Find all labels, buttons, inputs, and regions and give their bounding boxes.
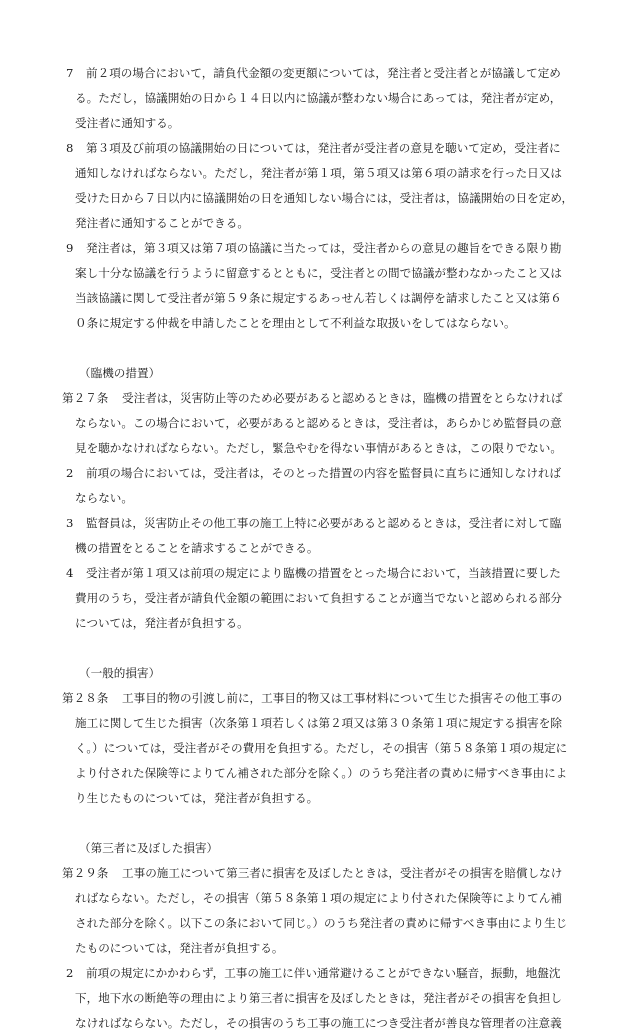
text-line: り生じたものについては，発注者が負担する。	[75, 791, 319, 805]
clause-number: 2	[66, 466, 74, 480]
text-line: たものについては，発注者が負担する。	[75, 941, 284, 955]
article-body	[0, 686, 630, 811]
clause-number: 第２９条	[62, 866, 109, 880]
clause-number: 4	[66, 566, 74, 580]
clause-item	[0, 511, 630, 561]
clause-item	[0, 236, 630, 336]
article-27-heading: （臨機の措置）	[79, 366, 161, 380]
text-line: 機の措置をとることを請求することができる。	[75, 541, 319, 555]
clause-item	[0, 961, 630, 1036]
clause-number: 3	[66, 516, 74, 530]
clause-item	[0, 136, 630, 236]
text-line: 前項の場合においては，受注者は，そのとった措置の内容を監督員に直ちに通知しなければ	[86, 466, 562, 480]
text-line: ればならない。ただし，その損害（第５８条第１項の規定により付された保険等によりてん補	[75, 891, 562, 905]
text-line: より付された保険等によりてん補された部分を除く。）のうち発注者の責めに帰すべき事由によ	[75, 766, 568, 780]
text-line: 受注者が第１項又は前項の規定により臨機の措置をとった場合において，当該措置に要した	[86, 566, 561, 580]
text-line: 前２項の場合において，請負代金額の変更額については，発注者と受注者とが協議して定め	[86, 66, 561, 80]
text-line: る。ただし，協議開始の日から１４日以内に協議が整わない場合にあっては，発注者が定め，	[75, 91, 562, 105]
text-line: 見を聴かなければならない。ただし，緊急やむを得ない事情があるときは，この限りでない。	[75, 441, 562, 455]
article-body	[0, 861, 630, 961]
clause-item	[0, 461, 630, 511]
article-27	[0, 386, 630, 636]
clause-number: 9	[66, 241, 74, 255]
article-29-heading: （第三者に及ぼした損害）	[79, 841, 219, 855]
article-28-heading: （一般的損害）	[79, 666, 161, 680]
clause-number: 第２７条	[62, 391, 109, 405]
text-line: 発注者は，第３項又は第７項の協議に当たっては，受注者からの意見の趣旨をできる限り勘	[86, 241, 562, 255]
text-line: ならない。この場合において，必要があると認めるときは，受注者は，あらかじめ監督員の意	[75, 416, 562, 430]
text-line: ならない。	[75, 491, 133, 505]
text-line: 監督員は，災害防止その他工事の施工上特に必要があると認めるときは，受注者に対して臨	[86, 516, 562, 530]
text-line: された部分を除く。以下この条において同じ。）のうち発注者の責めに帰すべき事由により生じ	[75, 916, 568, 930]
text-line: 受注者は，災害防止等のため必要があると認めるときは，臨機の措置をとらなければ	[122, 391, 563, 405]
article-body	[0, 386, 630, 461]
text-line: 第３項及び前項の協議開始の日については，発注者が受注者の意見を聴いて定め，受注者に	[86, 141, 561, 155]
article-28	[0, 686, 630, 811]
text-line: ０条に規定する仲裁を申請したことを理由として不利益な取扱いをしてはならない。	[75, 316, 516, 330]
clause-item	[0, 561, 630, 636]
text-line: 受注者に通知する。	[75, 116, 180, 130]
text-line: なければならない。ただし，その損害のうち工事の施工につき受注者が善良な管理者の注意義	[75, 1016, 562, 1030]
text-line: 受けた日から７日以内に協議開始の日を通知しない場合には，受注者は，協議開始の日を定め，	[75, 191, 574, 205]
text-line: 工事の施工について第三者に損害を及ぼしたときは，受注者がその損害を賠償しなけ	[122, 866, 563, 880]
text-line: 工事目的物の引渡し前に，工事目的物又は工事材料について生じた損害その他工事の	[122, 691, 563, 705]
text-line: 案し十分な協議を行うように留意するとともに，受注者との間で協議が整わなかったこと又は	[75, 266, 562, 280]
clause-items-7-9	[0, 61, 630, 336]
text-line: 費用のうち，受注者が請負代金額の範囲において負担することが適当でないと認められる部分	[75, 591, 562, 605]
clause-number: 2	[66, 966, 74, 980]
text-line: 下，地下水の断絶等の理由により第三者に損害を及ぼしたときは，発注者がその損害を負担し	[75, 991, 562, 1005]
article-29	[0, 861, 630, 1036]
text-line: 通知しなければならない。ただし，発注者が第１項，第５項又は第６項の請求を行った日又は	[75, 166, 562, 180]
text-line: く。）については，受注者がその費用を負担する。ただし，その損害（第５８条第１項の規定に	[75, 741, 568, 755]
text-line: 前項の規定にかかわらず，工事の施工に伴い通常避けることができない騒音，振動，地盤沈	[86, 966, 561, 980]
text-line: 施工に関して生じた損害（次条第１項若しくは第２項又は第３０条第１項に規定する損害を除	[75, 716, 562, 730]
clause-item	[0, 61, 630, 136]
clause-number: 第２８条	[62, 691, 109, 705]
text-line: 発注者に通知することができる。	[75, 216, 249, 230]
text-line: については，発注者が負担する。	[75, 616, 249, 630]
clause-number: 7	[66, 66, 74, 80]
text-line: 当該協議に関して受注者が第５９条に規定するあっせん若しくは調停を請求したこと又は第６	[75, 291, 562, 305]
clause-number: 8	[66, 141, 74, 155]
